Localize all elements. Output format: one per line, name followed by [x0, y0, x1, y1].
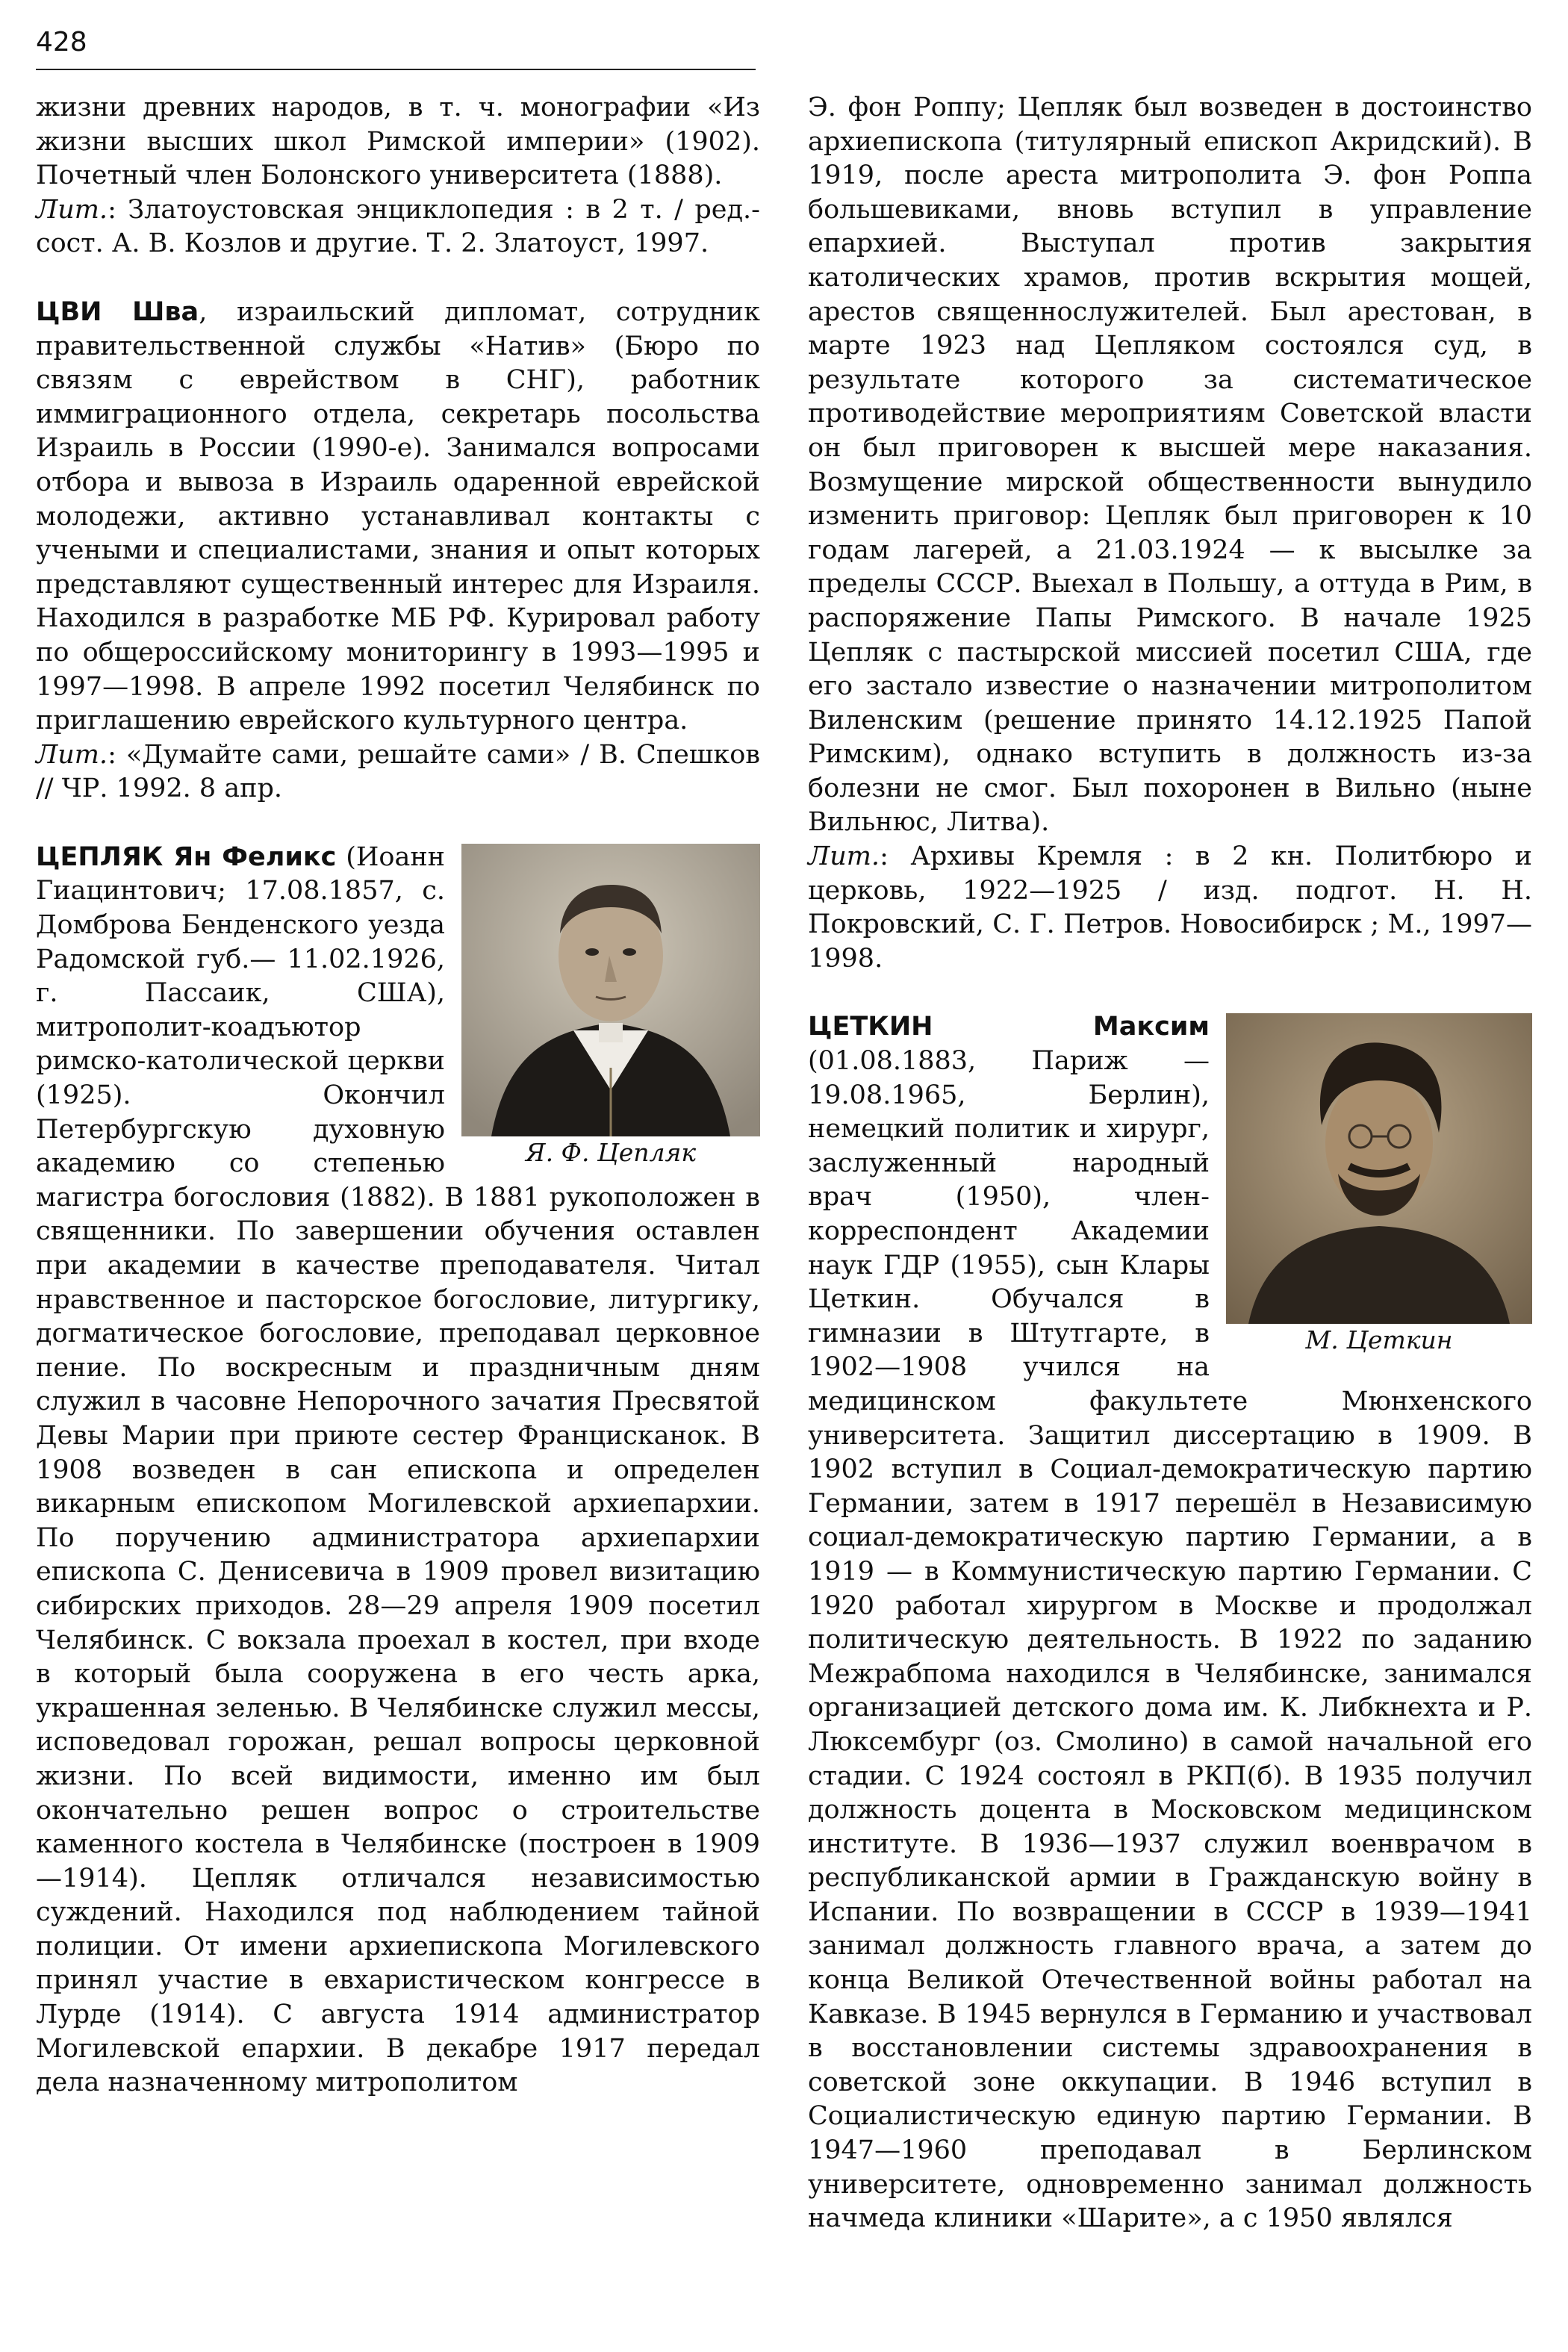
entry-heading: ЦЕПЛЯК Ян Феликс	[36, 841, 337, 872]
entry-ceplyak	[36, 841, 760, 2100]
left-column	[36, 91, 760, 2100]
literature-label: Лит.	[36, 194, 108, 225]
literature-label: Лит.	[36, 739, 108, 770]
literature-note	[36, 738, 760, 806]
literature-label: Лит.	[808, 841, 880, 872]
entry-text: , израильский дипломат, сотрудник правительственной службы «Натив» (Бюро по связям с еврейством в СНГ), работник иммиграционного отдела, секретарь посольства Израиль в России (1990-е). Занимался вопросами отбора и вывоза в Израиль одаренной еврейской молодежи, активно устанавливал контакты с учеными и специалистами, знания и опыт которых представляют существенный интерес для Израиля. Находился в разработке МБ РФ. Курировал работу по общероссийскому мониторингу в 1993—1995 и 1997—1998. В апреле 1992 посетил Челябинск по приглашению еврейского культурного центра.	[36, 296, 760, 736]
figure-ceplyak	[461, 844, 760, 1171]
photo-caption: М. Цеткин	[1305, 1325, 1453, 1355]
entry-text: (01.08.1883, Париж — 19.08.1965, Берлин), немецкий политик и хирург, заслуженный народный врач (1950), член-корреспондент Академии наук ГДР (1955), сын Клары Цеткин. Обучался в гимназии в Штутгарте, в 1902—1908 учился на медицинском факультете Мюнхенского университета. Защитил диссертацию в 1909. В 1902 вступил в Социал-демократическую партию Германии, затем в 1917 перешёл в Независимую социал-демократическую партию Германии, а в 1919 — в Коммунистическую партию Германии. С 1920 работал хирургом в Москве и продолжал политическую деятельность. В 1922 по заданию Межрабпома находился в Челябинске, занимался организацией детского дома им. К. Либкнехта и Р. Люксембург (оз. Смолино) в самой начальной его стадии. С 1924 состоял в РКП(б). В 1935 получил должность доцента в Московском медицинском институте. В 1936—1937 служил военврачом в республиканской армии в Гражданскую войну в Испании. По возвращении в СССР в 1939—1941 занимал должность главного врача, а затем до конца Великой Отечественной войны работал на Кавказе. В 1945 вернулся в Германию и участвовал в восстановлении системы здравоохранения в советской зоне оккупации. В 1946 вступил в Социалистическую единую партию Германии. В 1947—1960 преподавал в Берлинском университете, одновременно занимал должность начмеда клиники «Шарите», а с 1950 являлся	[808, 1046, 1532, 2234]
portrait-photo-cetkin	[1226, 1013, 1532, 1324]
entry-heading: ЦВИ Шва	[36, 296, 199, 327]
entry-cvi	[36, 296, 760, 738]
entry-heading: ЦЕТКИН Максим	[808, 1012, 1210, 1042]
literature-text: : Архивы Кремля : в 2 кн. Политбюро и церковь, 1922—1925 / изд. подгот. Н. Н. Покровский, С. Г. Петров. Новосибирск ; М., 1997—1998.	[808, 841, 1532, 974]
literature-note	[808, 840, 1532, 976]
entry-cetkin	[808, 1010, 1532, 2236]
literature-note	[36, 193, 760, 261]
portrait-photo-ceplyak	[461, 844, 760, 1136]
photo-caption: Я. Ф. Цепляк	[525, 1137, 697, 1167]
right-column	[808, 91, 1532, 2236]
entry-ceplyak-continuation: Э. фон Роппу; Цепляк был возведен в достоинство архиепископа (титулярный епископ Акридский). В 1919, после ареста митрополита Э. фон Роппа большевиками, вновь вступил в управление епархией. Выступал против закрытия католических храмов, против вскрытия мощей, арестов священнослужителей. Был арестован, в марте 1923 над Цепляком состоялся суд, в результате которого за систематическое противодействие мероприятиям Советской власти он был приговорен к высшей мере наказания. Возмущение мирской общественности вынудило изменить приговор: Цепляк был приговорен к 10 годам лагерей, а 21.03.1924 — к высылке за пределы СССР. Выехал в Польшу, а оттуда в Рим, в распоряжение Папы Римского. В начале 1925 Цепляк с пастырской миссией посетил США, где его застало известие о назначении митрополитом Виленским (решение принято 14.12.1925 Папой Римским), однако вступить в должность из-за болезни не смог. Был похоронен в Вильно (ныне Вильнюс, Литва).	[808, 93, 1532, 838]
article-continuation: жизни древних народов, в т. ч. монографии «Из жизни высших школ Римской империи» (1902). Почетный член Болонского университета (1888).	[36, 93, 760, 191]
page-number: 428	[36, 27, 87, 57]
header-rule	[36, 69, 756, 70]
entry-text: (Иоанн Гиацинтович; 17.08.1857, с. Домброва Бенденского уезда Радомской губ.— 11.02.1926, г. Пассаик, США), митрополит-коадъютор римско-католической церкви (1925). Окончил Петербургскую духовную академию со степенью магистра богословия (1882). В 1881 рукоположен в священники. По завершении обучения оставлен при академии в качестве преподавателя. Читал нравственное и пасторское богословие, литургику, догматическое богословие, преподавал церковное пение. По воскресным и праздничным дням служил в часовне Непорочного зачатия Пресвятой Девы Марии при приюте сестер Францисканок. В 1908 возведен в сан епископа и определен викарным епископом Могилевской архиепархии. По поручению администратора архиепархии епископа С. Денисевича в 1909 провел визитацию сибирских приходов. 28—29 апреля 1909 посетил Челябинск. С вокзала проехал в костел, при входе в который была сооружена в его честь арка, украшенная зеленью. В Челябинске служил мессы, исповедовал горожан, решал вопросы церковной жизни. По всей видимости, именно им был окончательно решен вопрос о строительстве каменного костела в Челябинске (построен в 1909—1914). Цепляк отличался независимостью суждений. Находился под наблюдением тайной полиции. От имени архиепископа Могилевского принял участие в евхаристическом конгрессе в Лурде (1914). С августа 1914 администратор Могилевской епархии. В декабре 1917 передал дела назначенному митрополитом	[36, 841, 760, 2098]
figure-cetkin	[1226, 1013, 1532, 1358]
literature-text: : «Думайте сами, решайте сами» / В. Спешков // ЧР. 1992. 8 апр.	[36, 739, 760, 804]
literature-text: : Златоустовская энциклопедия : в 2 т. / ред.-сост. А. В. Козлов и другие. Т. 2. Златоуст, 1997.	[36, 194, 760, 259]
